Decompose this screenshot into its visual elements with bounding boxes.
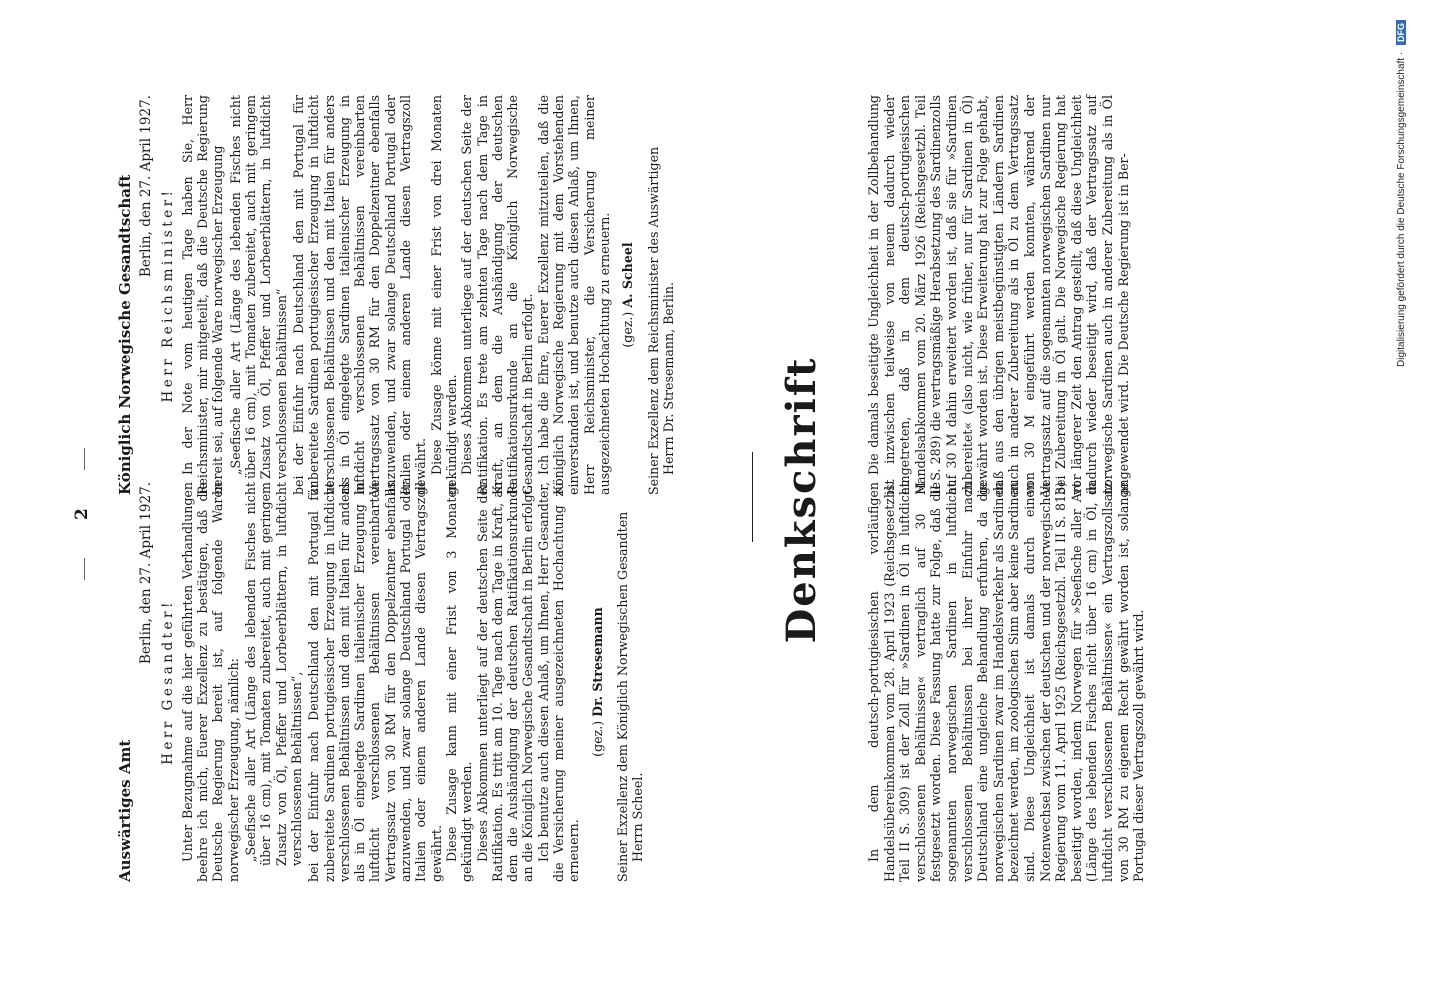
letter-date: Berlin, den 27. April 1927. [138,95,155,278]
letter-intro: In der Note vom heutigen Tage haben Sie, Herr Reichsminister, mir mitgeteilt, daß die Deutsche Regierung bereit sei, auf folgende Ware norwegischer Erzeugung [179,95,226,495]
letter-salutation: Herr Gesandter! [159,599,176,765]
letter-address-1: Seiner Exzellenz dem Reichsminister des Auswärtigen [645,146,661,495]
memo-paragraph: In dem deutsch-portugiesischen vorläufigen Handelsübereinkommen vom 28. April 1923 (Reichsgesetzbl. Teil II S. 309) ist der Zoll für »Sardinen in Öl in luftdicht verschlossenen Behältnissen« vertraglich auf 30 M festgesetzt worden. Diese Fassung hatte zur Folge, daß die sogenannten norwegischen Sardinen in luftdicht verschlossenen Behältnissen bei ihrer Einfuhr nach Deutschland eine ungleiche Behandlung erfuhren, da die norwegischen Sardinen zwar im Handelsverkehr als Sardinen bezeichnet werden, im zoologischen Sinn aber keine Sardinen sind. Diese Ungleichheit ist damals durch einen Notenwechsel zwischen der deutschen und der norwegischen Regierung vom 11. April 1925 (Reichsgesetzbl. Teil II S. 813) beseitigt worden, indem Norwegen für »Seefische aller Art (Länge des lebenden Fisches nicht über 16 cm) in Öl, in luftdicht verschlossenen Behältnissen« ein Vertragszollsatz von 30 RM zu eigenem Recht gewährt worden ist, solange Portugal dieser Vertragszoll gewährt wird. [866,482,1147,882]
letter-date: Berlin, den 27. April 1927. [138,482,155,665]
letter-body-1: bei der Einfuhr nach Deutschland den mit Portugal für zubereitete Sardinen portugiesischer Erzeugung in luftdicht verschlossenen Behältnissen und den mit Italien für anders als in Öl eingelegte Sardinen italienischer Erzeugung in luftdicht verschlossenen Behältnissen vereinbarten Vertragssatz von 30 RM für den Doppelzentner ebenfalls anzuwenden, und zwar solange Deutschland Portugal oder Italien oder einem anderen Lande diesen Vertragszoll gewährt. [306,482,444,882]
letter-norwegische-gesandtschaft [118,95,676,495]
header-dash-left [84,558,85,580]
memo-column-left [866,482,1147,882]
letter-body-3: Dieses Abkommen unterliegt auf der deutschen Seite der Ratifikation. Es tritt am 10. Tage nach dem Tage in Kraft, an dem die Aushändigung der deutschen Ratifikationsurkunde an die Königlich Norwegische Gesandtschaft in Berlin erfolgt. [474,482,536,882]
letter-signature [620,95,635,495]
letter-address-2: Herrn Scheel. [630,772,646,862]
letter-signature [590,482,605,882]
signature-prefix: (gez.) [620,311,636,348]
memo-paragraph: Die damals beseitigte Ungleichheit in der Zollbehandlung ist inzwischen teilweise von neuem dadurch wieder eingetreten, daß in dem deutsch-portugiesischen Handelsabkommen vom 20. März 1926 (Reichsgesetzbl. Teil II S. 289) die vertragsmäßige Herabsetzung des Sardinenzolls auf 30 M dahin erweitert worden ist, daß sie für »Sardinen zubereitet« (also nicht, wie früher, nur für Sardinen in Öl) gewährt worden ist. Diese Erweiterung hat zur Folge gehabt, daß aus den übrigen meistbegünstigten Ländern Sardinen auch in anderer Zubereitung als in Öl zu dem Vertragssatz von 30 M eingeführt werden konnten, während der Vertragssatz auf die sogenannten norwegischen Sardinen nur bei Zubereitung in Öl galt. Die Norwegische Regierung hat vor längerer Zeit den Antrag gestellt, daß diese Ungleichheit dadurch wieder beseitigt wird, daß der Vertragssatz auf norwegische Sardinen auch in anderer Zubereitung als in Öl angewendet wird. Die Deutsche Regierung ist in Ber- [866,95,1131,495]
page-number: 2 [72,507,92,520]
letter-quote: „Seefische aller Art (Länge des lebenden Fisches nicht über 16 cm), mit Tomaten zubereitet, auch mit geringem Zusatz von Öl, Pfeffer und Lorbeerblättern, in luftdicht verschlossenen Behältnissen“, [243,482,304,866]
letter-quote: „Seefische aller Art (Länge des lebenden Fisches nicht über 16 cm), mit Tomaten zubereitet, auch mit geringem Zusatz von Öl, Pfeffer und Lorbeerblättern, in luftdicht verschlossenen Behältnissen“ [227,95,289,479]
memo-column-right [866,95,1131,495]
letter-address-1: Seiner Exzellenz dem Königlich Norwegischen Gesandten [614,511,630,882]
letter-address-2: Herrn Dr. Stresemann, Berlin. [660,282,676,475]
digitization-note [1390,10,1430,990]
digitization-text: Digitalisierung gefördert durch die Deutsche Forschungsgemeinschaft · [1396,51,1407,367]
letter-office: Königlich Norwegische Gesandtschaft [116,174,134,495]
letter-body-1: bei der Einfuhr nach Deutschland den mit Portugal für zubereitete Sardinen portugiesischer Erzeugung in luftdicht verschlossenen Behältnissen und den mit Italien für anders als in Öl eingelegte Sardinen italienischer Erzeugung in luftdicht verschlossenen Behältnissen vereinbarten Vertragssatz von 30 RM für den Doppelzentner ebenfalls anzuwenden, und zwar solange Deutschland Portugal oder Italien oder einem anderen Lande diesen Vertragszoll gewährt. [290,95,429,495]
letter-body-3: Dieses Abkommen unterliege auf der deutschen Seite der Ratifikation. Es trete am zehnten Tage nach dem Tage in Kraft, an dem die Aushändigung der deutschen Ratifikationsurkunde an die Königlich Norwegische Gesandtschaft in Berlin erfolgt. [459,95,536,495]
memo-heading: Denkschrift [778,356,825,644]
signature-name: A. Scheel [620,242,636,308]
letter-body-2: Diese Zusage kann mit einer Frist von 3 Monaten gekündigt werden. [443,482,475,882]
letter-body-4: Ich benutze auch diesen Anlaß, um Ihnen, Herr Gesandter, die Versicherung meiner ausgezeichneten Hochachtung zu erneuern. [535,482,582,882]
section-divider [752,452,753,542]
letter-salutation: Herr Reichsminister! [159,187,176,403]
letter-body-4: Ich habe die Ehre, Euerer Exzellenz mitzuteilen, daß die Königlich Norwegische Regierung mit dem Vorstehenden einverstanden ist, und benutze auch diesen Anlaß, um Ihnen, Herr Reichsminister, die Versicherung meiner ausgezeichneten Hochachtung zu erneuern. [535,95,612,495]
header-dash-right [84,448,85,470]
letter-office: Auswärtiges Amt [116,739,134,882]
dfg-logo: DFG [1396,20,1406,45]
signature-prefix: (gez.) [589,720,605,757]
letter-auswaertiges-amt [118,482,646,882]
letter-body-2: Diese Zusage könne mit einer Frist von drei Monaten gekündigt werden. [428,95,459,495]
signature-name: Dr. Stresemann [589,607,605,717]
letter-intro: Unter Bezugnahme auf die hier geführten Verhandlungen beehre ich mich, Euerer Exzellenz zu bestätigen, daß die Deutsche Regierung bereit ist, auf folgende Waren norwegischer Erzeugung, nämlich: [179,482,241,882]
